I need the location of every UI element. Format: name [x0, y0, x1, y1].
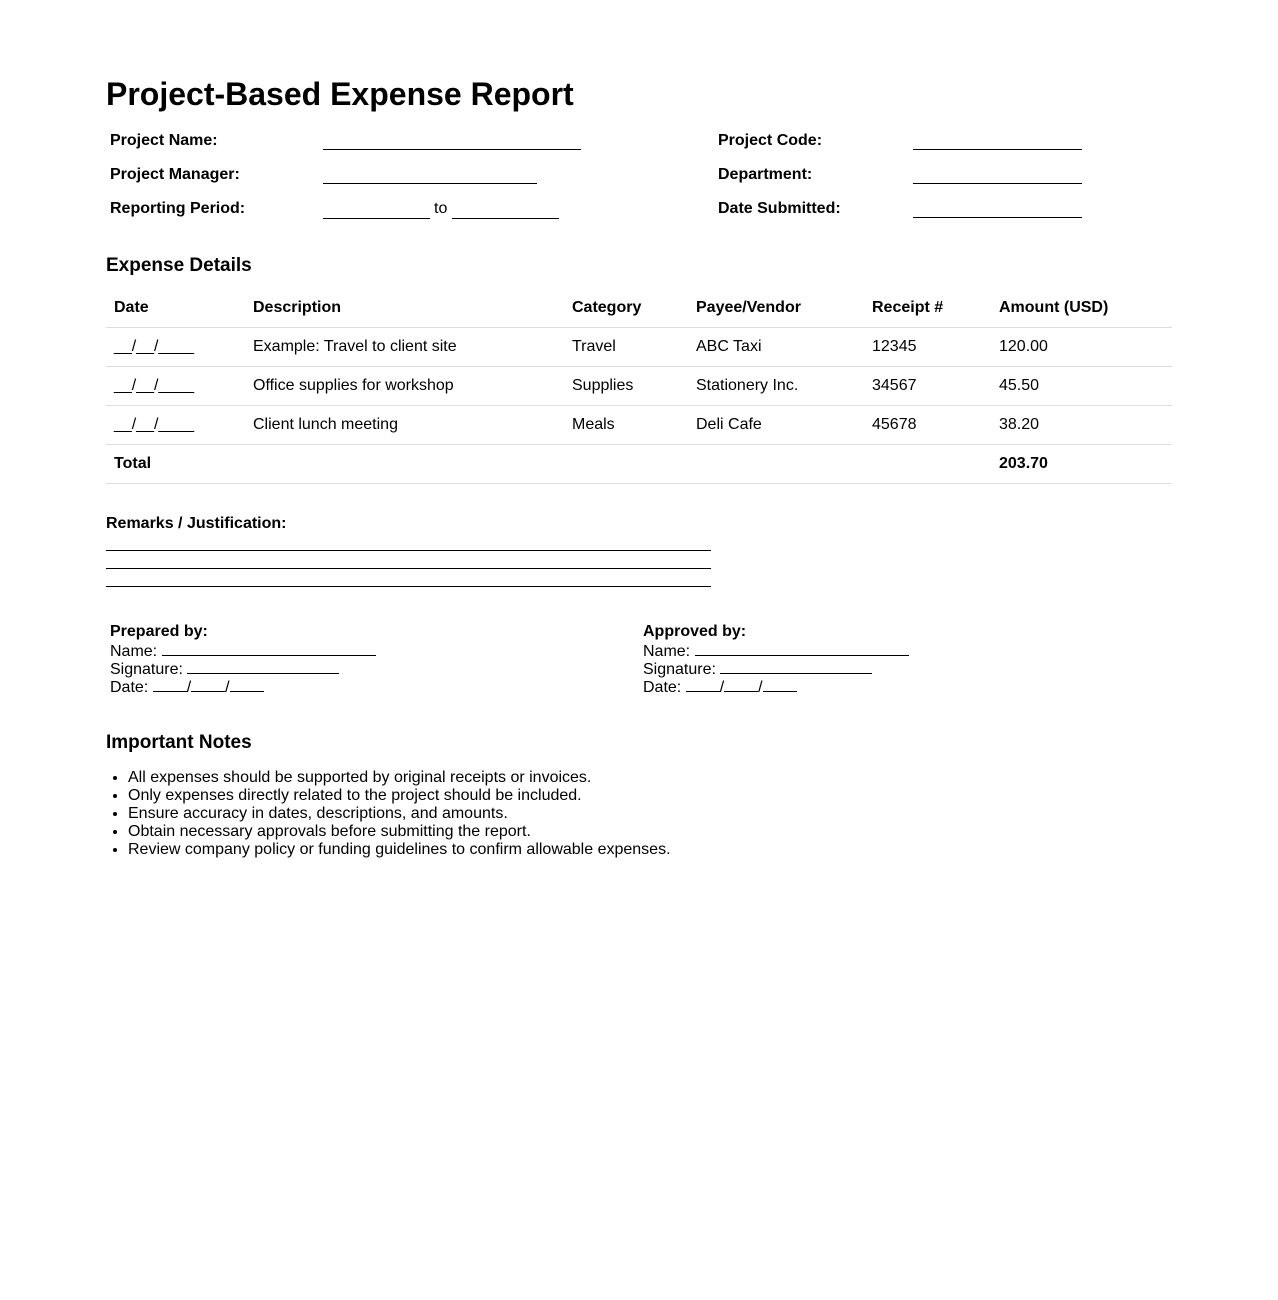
cell-date[interactable]: __/__/____	[106, 367, 245, 406]
prepared-by-block: Prepared by: Name: Signature: Date: / /	[110, 623, 430, 695]
reporting-period-end-field[interactable]	[452, 217, 559, 219]
table-row	[106, 406, 1172, 445]
prepared-date-label: Date:	[110, 679, 149, 696]
cell-category[interactable]: Travel	[564, 328, 688, 367]
prepared-signature-field[interactable]	[187, 659, 339, 674]
cell-amount[interactable]: 38.20	[991, 406, 1172, 445]
cell-date[interactable]: __/__/____	[106, 406, 245, 445]
cell-payee[interactable]: Stationery Inc.	[688, 367, 864, 406]
prepared-date-day-field[interactable]	[191, 677, 225, 692]
list-item: • Review company policy or funding guidelines to confirm allowable expenses.	[128, 841, 671, 859]
project-name-field[interactable]	[323, 148, 581, 150]
table-row	[106, 367, 1172, 406]
column-header-receipt: Receipt #	[864, 288, 991, 328]
list-item: • Only expenses directly related to the project should be included.	[128, 787, 671, 805]
cell-description[interactable]: Client lunch meeting	[245, 406, 564, 445]
approved-name-field[interactable]	[695, 641, 909, 656]
column-header-category: Category	[564, 288, 688, 328]
remarks-line[interactable]	[106, 550, 711, 551]
expense-details-heading: Expense Details	[106, 255, 252, 276]
table-header-row	[106, 288, 1172, 328]
cell-category[interactable]: Meals	[564, 406, 688, 445]
cell-receipt[interactable]: 12345	[864, 328, 991, 367]
approved-date-label: Date:	[643, 679, 682, 696]
project-code-label: Project Code:	[718, 132, 823, 149]
approved-date-month-field[interactable]	[686, 677, 720, 692]
cell-payee[interactable]: ABC Taxi	[688, 328, 864, 367]
prepared-name-field[interactable]	[162, 641, 376, 656]
column-header-description: Description	[245, 288, 564, 328]
remarks-line[interactable]	[106, 586, 711, 587]
remarks-line[interactable]	[106, 568, 711, 569]
cell-payee[interactable]: Deli Cafe	[688, 406, 864, 445]
prepared-date-month-field[interactable]	[153, 677, 187, 692]
report-meta	[106, 124, 1172, 234]
reporting-period-fields	[323, 192, 563, 226]
department-field[interactable]	[913, 182, 1082, 184]
department-label: Department:	[718, 166, 813, 183]
list-item: • Obtain necessary approvals before submitting the report.	[128, 823, 671, 841]
date-submitted-field[interactable]	[913, 216, 1082, 218]
prepared-signature-label: Signature:	[110, 661, 183, 678]
list-item: • All expenses should be supported by original receipts or invoices.	[128, 769, 671, 787]
approved-by-block: Approved by: Name: Signature: Date: / /	[643, 623, 963, 695]
project-manager-field[interactable]	[323, 182, 537, 184]
prepared-date-year-field[interactable]	[230, 677, 264, 692]
approved-signature-label: Signature:	[643, 661, 716, 678]
approved-signature-field[interactable]	[720, 659, 872, 674]
date-submitted-label: Date Submitted:	[718, 200, 841, 217]
expense-table	[106, 288, 1172, 484]
project-code-field[interactable]	[913, 148, 1082, 150]
total-row	[106, 445, 1172, 484]
column-header-amount: Amount (USD)	[991, 288, 1172, 328]
cell-amount[interactable]: 45.50	[991, 367, 1172, 406]
approved-date-year-field[interactable]	[763, 677, 797, 692]
notes-list	[106, 769, 671, 859]
report-title: Project-Based Expense Report	[106, 76, 574, 112]
project-manager-label: Project Manager:	[110, 166, 240, 183]
total-label: Total	[106, 445, 245, 484]
total-amount: 203.70	[991, 445, 1172, 484]
prepared-name-label: Name:	[110, 643, 158, 660]
column-header-date: Date	[106, 288, 245, 328]
prepared-by-title: Prepared by:	[110, 623, 208, 640]
remarks-label: Remarks / Justification:	[106, 515, 287, 532]
table-row	[106, 328, 1172, 367]
cell-description[interactable]: Example: Travel to client site	[245, 328, 564, 367]
cell-receipt[interactable]: 45678	[864, 406, 991, 445]
cell-date[interactable]: __/__/____	[106, 328, 245, 367]
cell-amount[interactable]: 120.00	[991, 328, 1172, 367]
reporting-period-start-field[interactable]	[323, 217, 430, 219]
reporting-period-label: Reporting Period:	[110, 200, 246, 217]
approved-by-title: Approved by:	[643, 623, 747, 640]
cell-description[interactable]: Office supplies for workshop	[245, 367, 564, 406]
cell-receipt[interactable]: 34567	[864, 367, 991, 406]
reporting-period-to: to	[434, 200, 448, 217]
list-item: • Ensure accuracy in dates, descriptions, and amounts.	[128, 805, 671, 823]
approved-name-label: Name:	[643, 643, 691, 660]
approved-date-day-field[interactable]	[724, 677, 758, 692]
column-header-payee: Payee/Vendor	[688, 288, 864, 328]
important-notes-heading: Important Notes	[106, 732, 252, 753]
cell-category[interactable]: Supplies	[564, 367, 688, 406]
project-name-label: Project Name:	[110, 132, 218, 149]
